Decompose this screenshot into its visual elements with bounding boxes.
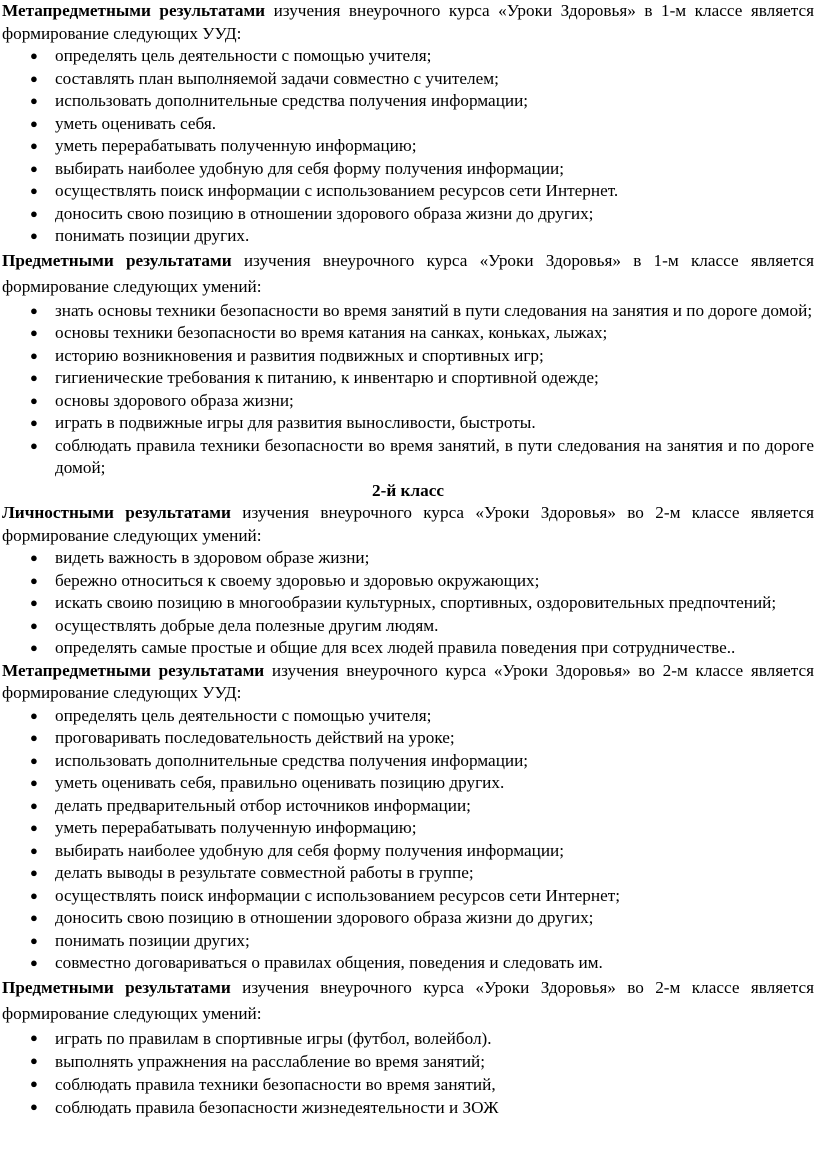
paragraph-text: изучения внеурочного курса «Уроки Здоровья» в 1-м классе является формирование следующих УУД:: [2, 1, 815, 43]
list-item: [2, 68, 814, 91]
list-item: [2, 862, 814, 885]
list-item-text: понимать позиции других.: [55, 226, 250, 245]
paragraph-bold-lead: Предметными результатами: [2, 250, 232, 270]
bullet-icon: ●: [30, 415, 38, 430]
bullet-icon: ●: [30, 910, 38, 925]
list-item: [2, 322, 814, 345]
list-item: [2, 952, 814, 975]
list-item-text: осуществлять поиск информации с использованием ресурсов сети Интернет;: [55, 885, 621, 905]
bullet-icon: ●: [30, 797, 38, 813]
list-item: [2, 795, 814, 818]
bullet-icon: ●: [30, 437, 38, 453]
paragraph-bold-lead: Предметными результатами: [2, 977, 231, 997]
list-item: [2, 225, 814, 248]
bullet-icon: ●: [30, 842, 38, 858]
list-item: [2, 570, 814, 593]
list-item: [2, 1027, 814, 1050]
list-item: [2, 907, 814, 930]
list-item: [2, 158, 814, 181]
list-item-text: бережно относиться к своему здоровью и здоровью окружающих;: [55, 570, 540, 590]
list-item-text: играть по правилам в спортивные игры (футбол, волейбол).: [55, 1028, 492, 1048]
bullet-icon: ●: [30, 707, 38, 723]
list-item: [2, 345, 814, 368]
paragraph-text: изучения внеурочного курса «Уроки Здоровья» во 2-м классе является формирование следующих УУД:: [2, 660, 814, 702]
list-item: [2, 772, 814, 795]
list-item-text: играть в подвижные игры для развития выносливости, быстроты.: [55, 413, 536, 432]
bullet-icon: ●: [30, 1052, 38, 1068]
class-heading: 2-й класс: [372, 480, 444, 500]
bullet-icon: ●: [30, 752, 38, 768]
bullet-icon: ●: [30, 183, 38, 198]
list-item-text: соблюдать правила техники безопасности во время занятий, в пути следования на занятия и по дороге домой;: [55, 435, 814, 477]
paragraph-text: изучения внеурочного курса «Уроки Здоровья» во 2-м классе является формирование следующих умений:: [2, 977, 814, 1023]
list-item-text: делать предварительный отбор источников информации;: [55, 795, 471, 815]
list-item-text: проговаривать последовательность действий на уроке;: [55, 728, 455, 747]
list-item: [2, 615, 814, 638]
bullet-icon: ●: [30, 228, 38, 243]
list-item: [2, 750, 814, 773]
bullet-icon: ●: [30, 550, 38, 565]
list-item-text: выполнять упражнения на расслабление во время занятий;: [55, 1051, 486, 1071]
list-item-text: определять цель деятельности с помощью учителя;: [55, 46, 432, 65]
bullet-icon: ●: [30, 70, 38, 86]
list-item: [2, 113, 814, 136]
list-item-text: уметь перерабатывать полученную информацию;: [55, 818, 417, 837]
paragraph-bold-lead: Метапредметными результатами: [2, 1, 266, 20]
bullet-icon: ●: [30, 48, 38, 63]
bullet-icon: ●: [30, 392, 38, 408]
list-item: [2, 203, 814, 226]
list-item-text: основы здорового образа жизни;: [55, 390, 294, 410]
list-item: [2, 1096, 814, 1119]
list-item: [2, 727, 814, 750]
list-item-text: знать основы техники безопасности во время занятий в пути следования на занятия и по дороге домой;: [55, 300, 813, 320]
bullet-icon: ●: [30, 887, 38, 903]
bullet-icon: ●: [30, 955, 38, 970]
list-item-text: уметь перерабатывать полученную информацию;: [55, 136, 417, 155]
bullet-icon: ●: [30, 347, 38, 363]
list-item-text: искать своию позицию в многообразии культурных, спортивных, оздоровительных предпочтений;: [55, 593, 777, 612]
list-item-text: осуществлять поиск информации с использованием ресурсов сети Интернет.: [55, 181, 619, 200]
list-item-text: уметь оценивать себя, правильно оценивать позицию других.: [55, 773, 505, 792]
bullet-icon: ●: [30, 775, 38, 790]
list-item-text: использовать дополнительные средства получения информации;: [55, 91, 529, 110]
bullet-list: [2, 300, 814, 480]
bullet-icon: ●: [30, 138, 38, 153]
list-item: [2, 592, 814, 615]
list-item: [2, 45, 814, 68]
section-paragraph: [2, 975, 814, 1027]
list-item: [2, 840, 814, 863]
list-item: [2, 1073, 814, 1096]
bullet-icon: ●: [30, 160, 38, 176]
list-item: [2, 180, 814, 203]
section-paragraph: [2, 248, 814, 300]
list-item-text: основы техники безопасности во время катания на санках, коньках, лыжах;: [55, 323, 608, 342]
section-paragraph: [2, 502, 814, 547]
bullet-icon: ●: [30, 640, 38, 655]
bullet-icon: ●: [30, 572, 38, 588]
list-item-text: понимать позиции других;: [55, 930, 250, 950]
bullet-list: [2, 1027, 814, 1120]
bullet-icon: ●: [30, 370, 38, 385]
bullet-icon: ●: [30, 595, 38, 610]
list-item-text: видеть важность в здоровом образе жизни;: [55, 548, 370, 567]
bullet-icon: ●: [30, 93, 38, 108]
list-item: [2, 435, 814, 480]
bullet-icon: ●: [30, 865, 38, 880]
bullet-icon: ●: [30, 115, 38, 131]
bullet-icon: ●: [30, 820, 38, 835]
bullet-icon: ●: [30, 325, 38, 340]
list-item: [2, 1050, 814, 1073]
list-item: [2, 300, 814, 323]
list-item: [2, 367, 814, 390]
bullet-list: [2, 705, 814, 975]
list-item-text: выбирать наиболее удобную для себя форму получения информации;: [55, 158, 564, 178]
list-item: [2, 885, 814, 908]
paragraph-bold-lead: Личностными результатами: [2, 503, 231, 522]
list-item-text: доносить свою позицию в отношении здорового образа жизни до других;: [55, 203, 594, 223]
list-item: [2, 412, 814, 435]
list-item: [2, 705, 814, 728]
list-item-text: соблюдать правила техники безопасности во время занятий,: [55, 1075, 496, 1095]
list-item-text: определять цель деятельности с помощью учителя;: [55, 705, 432, 725]
bullet-icon: ●: [30, 1076, 38, 1092]
list-item-text: определять самые простые и общие для всех людей правила поведения при сотрудничестве..: [55, 638, 736, 657]
paragraph-text: изучения внеурочного курса «Уроки Здоровья» во 2-м классе является формирование следующих умений:: [2, 503, 814, 545]
list-item-text: уметь оценивать себя.: [55, 113, 217, 133]
bullet-icon: ●: [30, 302, 38, 318]
list-item-text: историю возникновения и развития подвижных и спортивных игр;: [55, 345, 544, 365]
bullet-icon: ●: [30, 617, 38, 633]
list-item-text: гигиенические требования к питанию, к инвентарю и спортивной одежде;: [55, 368, 599, 387]
list-item: [2, 547, 814, 570]
paragraph-text: изучения внеурочного курса «Уроки Здоровья» в 1-м классе является формирование следующих умений:: [2, 250, 815, 296]
list-item-text: доносить свою позицию в отношении здорового образа жизни до других;: [55, 908, 594, 927]
paragraph-bold-lead: Метапредметными результатами: [2, 660, 265, 680]
list-item-text: использовать дополнительные средства получения информации;: [55, 750, 529, 770]
bullet-icon: ●: [30, 205, 38, 221]
list-item-text: соблюдать правила безопасности жизнедеятельности и ЗОЖ: [55, 1098, 499, 1118]
bullet-icon: ●: [30, 730, 38, 745]
list-item-text: составлять план выполняемой задачи совместно с учителем;: [55, 68, 499, 88]
list-item: [2, 135, 814, 158]
bullet-icon: ●: [30, 1099, 38, 1115]
bullet-icon: ●: [30, 932, 38, 948]
section-paragraph: [2, 660, 814, 705]
list-item-text: совместно договариваться о правилах общения, поведения и следовать им.: [55, 953, 603, 972]
list-item-text: осуществлять добрые дела полезные другим людям.: [55, 615, 439, 635]
section-paragraph: [2, 0, 814, 45]
list-item-text: делать выводы в результате совместной работы в группе;: [55, 863, 474, 882]
list-item: [2, 637, 814, 660]
bullet-list: [2, 45, 814, 248]
list-item: [2, 390, 814, 413]
bullet-list: [2, 547, 814, 660]
list-item-text: выбирать наиболее удобную для себя форму получения информации;: [55, 840, 564, 860]
list-item: [2, 817, 814, 840]
list-item: [2, 90, 814, 113]
list-item: [2, 930, 814, 953]
bullet-icon: ●: [30, 1029, 38, 1045]
